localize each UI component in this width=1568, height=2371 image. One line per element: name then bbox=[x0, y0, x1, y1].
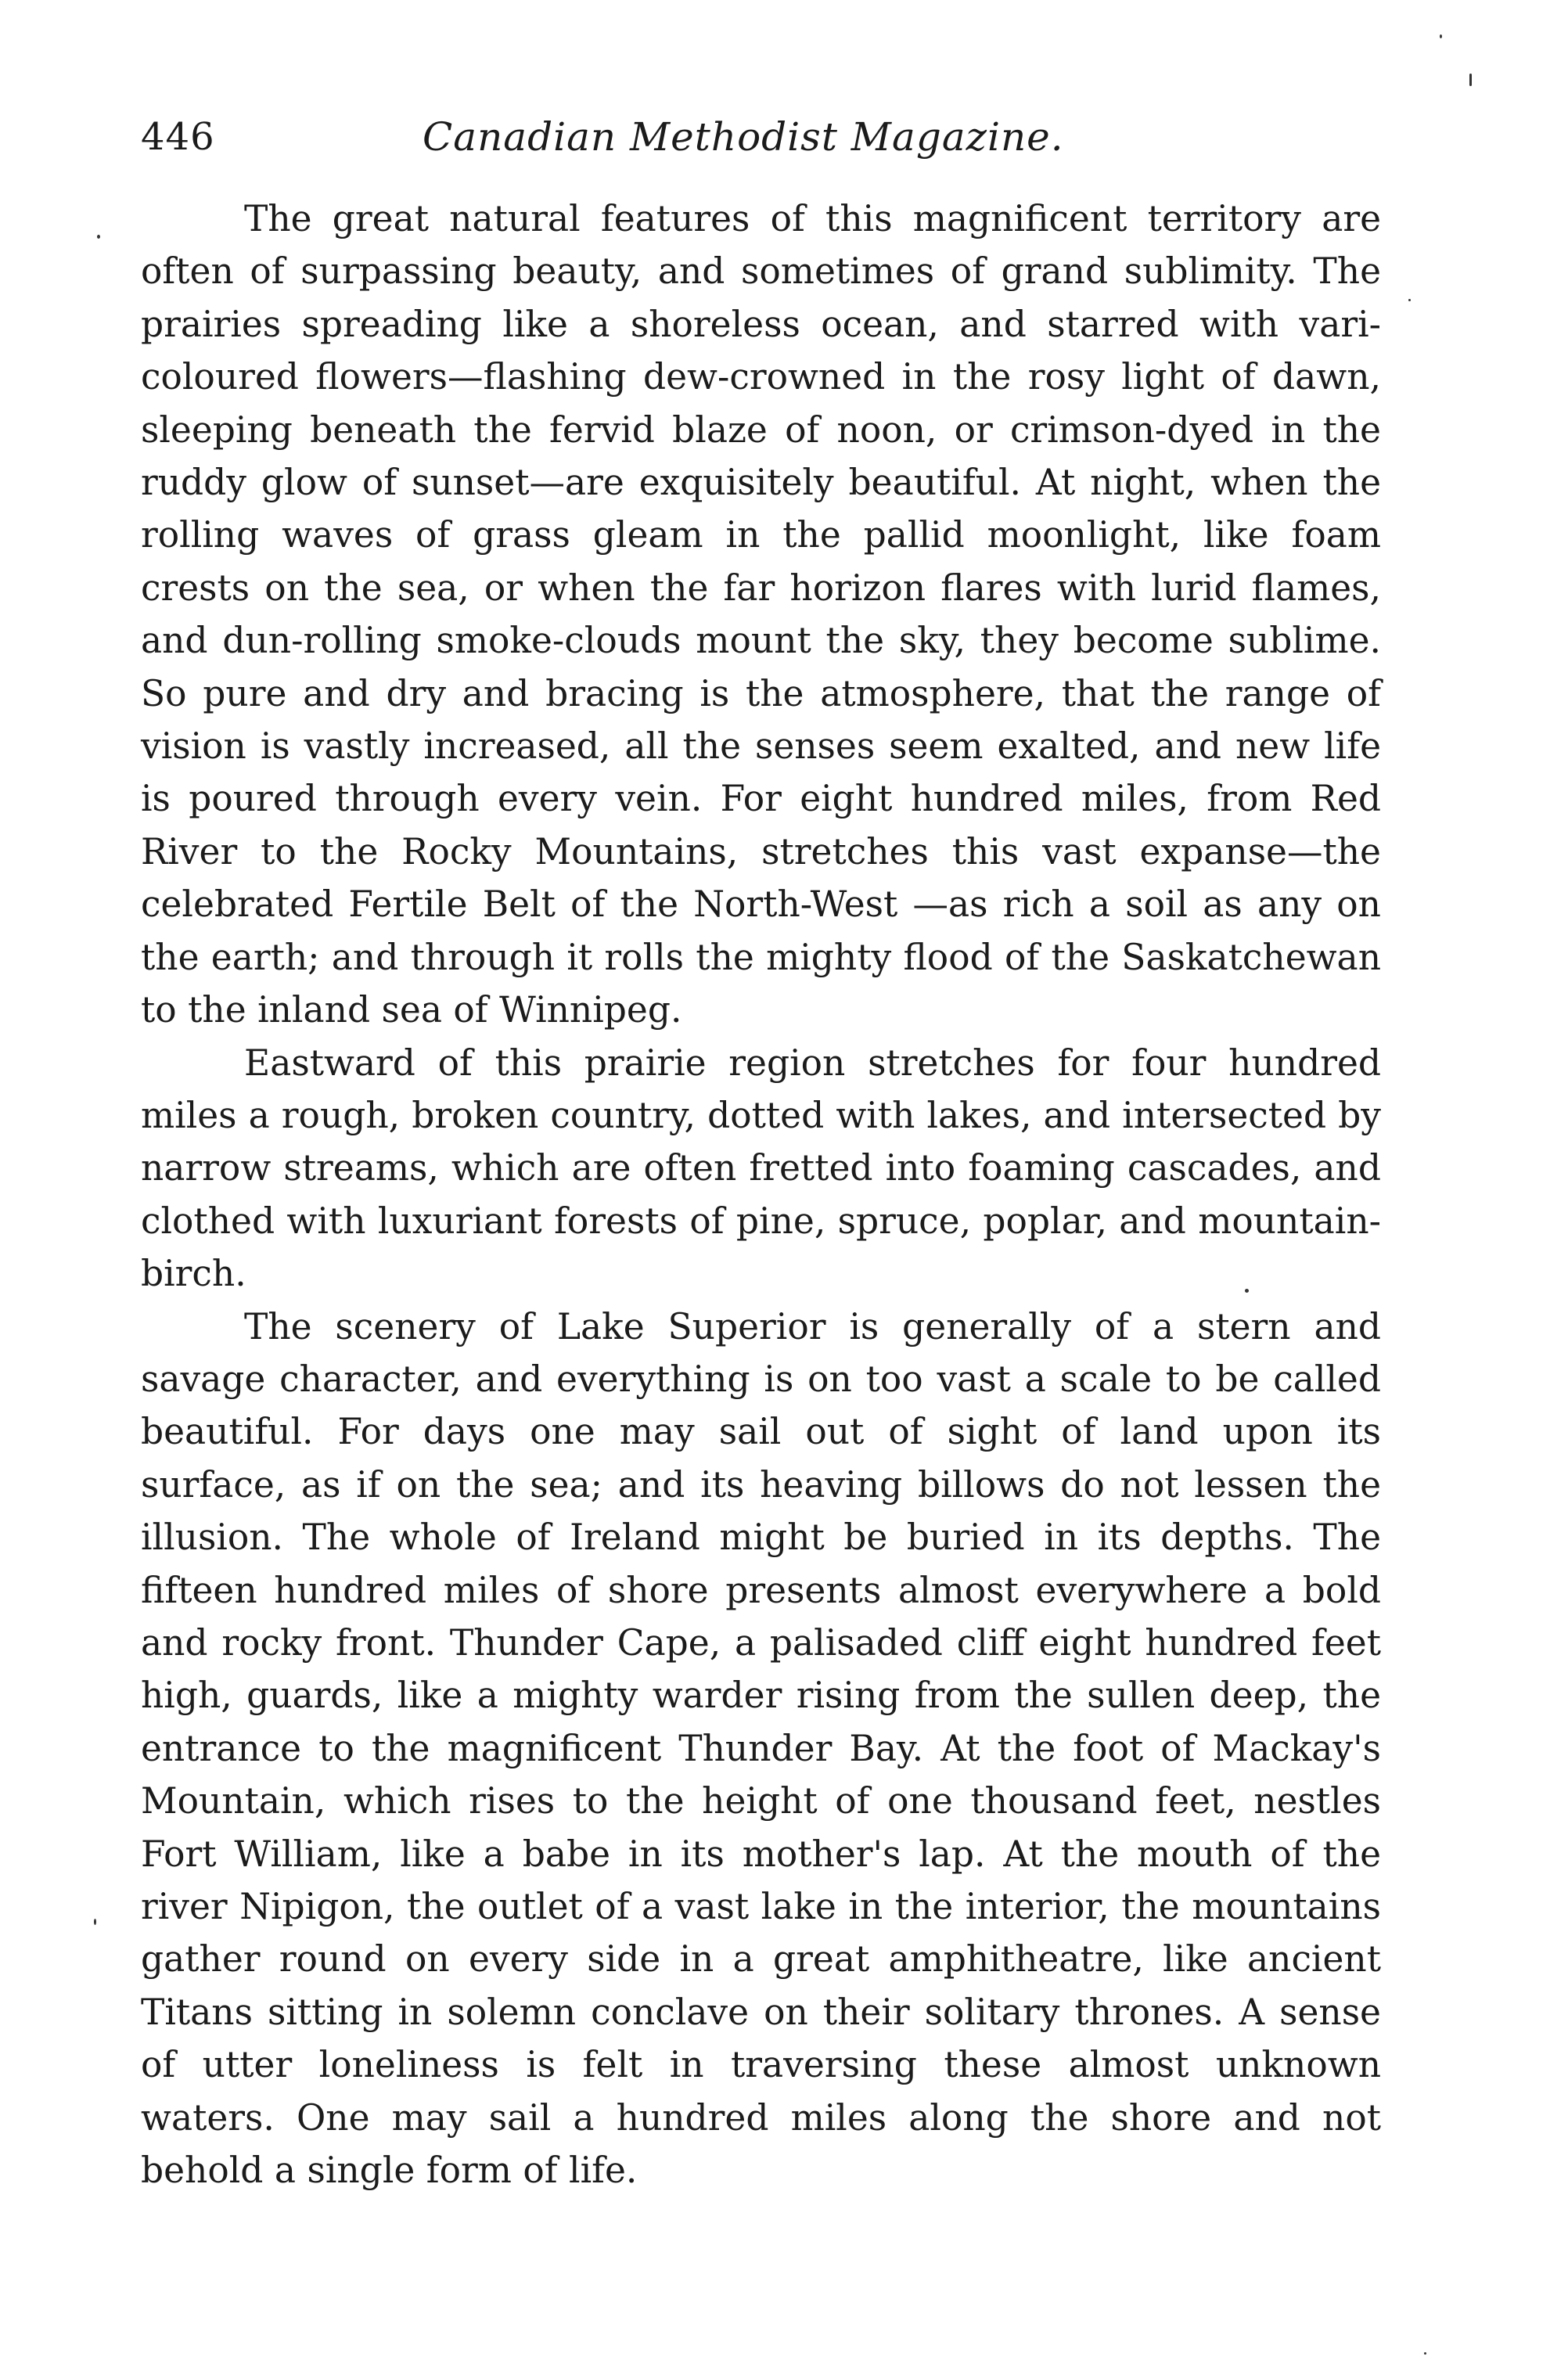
body-text bbox=[141, 192, 1381, 2197]
scan-speck bbox=[1408, 299, 1411, 301]
paragraph-prairies: The great natural features of this magnificent territory are often of surpassing beauty, and sometimes of grand sublimity. The prairies spreading like a shoreless ocean, and starred with vari-coloured flowers—flashing dew-crowned in the rosy light of dawn, sleeping beneath the fervid blaze of noon, or crimson-dyed in the ruddy glow of sunset—are exquisitely beautiful. At night, when the rolling waves of grass gleam in the pallid moonlight, like foam crests on the sea, or when the far horizon flares with lurid flames, and dun-rolling smoke-clouds mount the sky, they become sublime. So pure and dry and bracing is the atmosphere, that the range of vision is vastly increased, all the senses seem exalted, and new life is poured through every vein. For eight hundred miles, from Red River to the Rocky Mountains, stretches this vast expanse—the celebrated Fertile Belt of the North-West —as rich a soil as any on the earth; and through it rolls the mighty flood of the Saskatchewan to the inland sea of Winnipeg. bbox=[141, 198, 1381, 1031]
scan-speck bbox=[94, 1919, 96, 1925]
scan-speck bbox=[1440, 34, 1442, 38]
scan-speck bbox=[1245, 1289, 1249, 1293]
scan-speck bbox=[1469, 74, 1472, 86]
paragraph-eastward: Eastward of this prairie region stretches for four hundred miles a rough, broken country, dotted with lakes, and intersected by narrow streams, which are often fretted into foaming cascades, and clothed with luxuriant forests of pine, spruce, poplar, and mountain-birch. bbox=[141, 1042, 1381, 1295]
scan-speck bbox=[1424, 2352, 1426, 2355]
scan-speck bbox=[97, 235, 100, 239]
journal-title: Canadian Methodist Magazine. bbox=[423, 114, 1064, 160]
paragraph-lake-superior: The scenery of Lake Superior is generally of a stern and savage character, and everything is on too vast a scale to be called beautiful. For days one may sail out of sight of land upon its surface, as if on the sea; and its heaving billows do not lessen the illusion. The whole of Ireland might be buried in its depths. The fifteen hundred miles of shore presents almost everywhere a bold and rocky front. Thunder Cape, a palisaded cliff eight hundred feet high, guards, like a mighty warder rising from the sullen deep, the entrance to the magnificent Thunder Bay. At the foot of Mackay's Mountain, which rises to the height of one thousand feet, nestles Fort William, like a babe in its mother's lap. At the mouth of the river Nipigon, the outlet of a vast lake in the interior, the mountains gather round on every side in a great amphitheatre, like ancient Titans sitting in solemn conclave on their solitary thrones. A sense of utter loneliness is felt in traversing these almost unknown waters. One may sail a hundred miles along the shore and not behold a single form of life. bbox=[141, 1305, 1381, 2192]
running-head bbox=[141, 110, 1377, 180]
page-number: 446 bbox=[141, 115, 215, 159]
